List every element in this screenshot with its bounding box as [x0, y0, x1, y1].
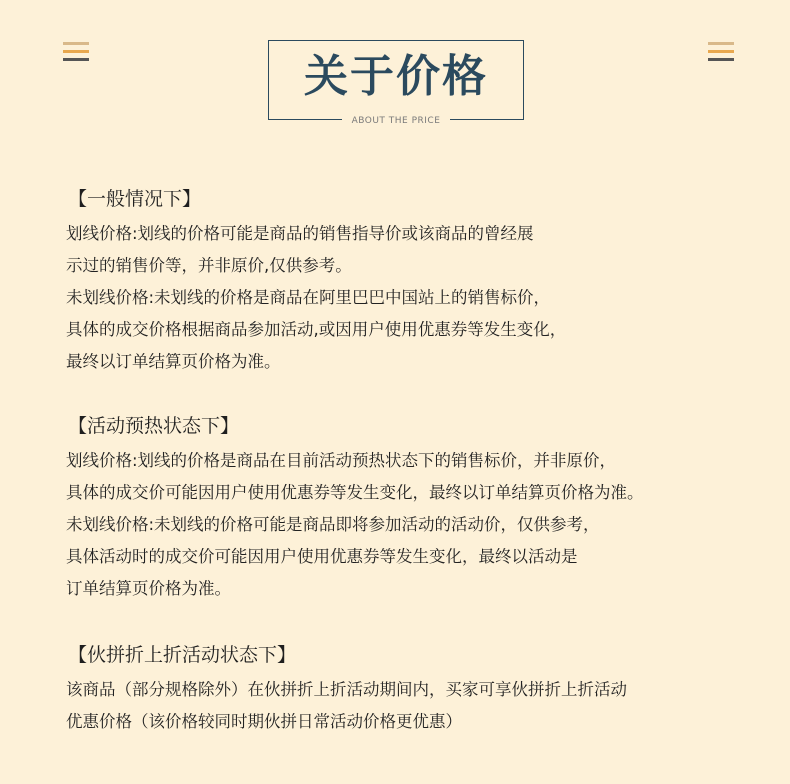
text-line: 最终以订单结算页价格为准。 [66, 352, 281, 371]
page-subtitle [269, 115, 523, 127]
text-line: 具体活动时的成交价可能因用户使用优惠券等发生变化，最终以活动是 [66, 547, 578, 566]
section-general [66, 186, 756, 372]
section-heading: 【活动预热状态下】 [68, 415, 240, 437]
section-heading: 【一般情况下】 [68, 188, 202, 210]
text-line: 具体的成交价可能因用户使用优惠券等发生变化，最终以订单结算页价格为准。 [66, 483, 644, 502]
section-group-buy [66, 642, 756, 732]
text-line: 划线价格:划线的价格可能是商品的销售指导价或该商品的曾经展 [66, 224, 534, 243]
page-subtitle-text: ABOUT THE PRICE [342, 116, 451, 126]
section-preheat [66, 413, 756, 599]
menu-decoration-left-icon [63, 42, 89, 62]
page-title: 关于价格 [304, 51, 488, 102]
text-line: 未划线价格:未划线的价格是商品在阿里巴巴中国站上的销售标价， [66, 288, 551, 307]
text-line: 划线价格:划线的价格是商品在目前活动预热状态下的销售标价，并非原价， [66, 451, 617, 470]
text-line: 订单结算页价格为准。 [66, 579, 231, 598]
title-box [268, 40, 524, 126]
text-line: 该商品（部分规格除外）在伙拼折上折活动期间内，买家可享伙拼折上折活动 [66, 680, 627, 699]
section-heading: 【伙拼折上折活动状态下】 [68, 644, 297, 666]
text-line: 示过的销售价等，并非原价,仅供参考。 [66, 256, 352, 275]
text-line: 具体的成交价格根据商品参加活动,或因用户使用优惠券等发生变化， [66, 320, 567, 339]
menu-decoration-right-icon [708, 42, 734, 62]
text-line: 优惠价格（该价格较同时期伙拼日常活动价格更优惠） [66, 712, 462, 731]
text-line: 未划线价格:未划线的价格可能是商品即将参加活动的活动价，仅供参考， [66, 515, 600, 534]
